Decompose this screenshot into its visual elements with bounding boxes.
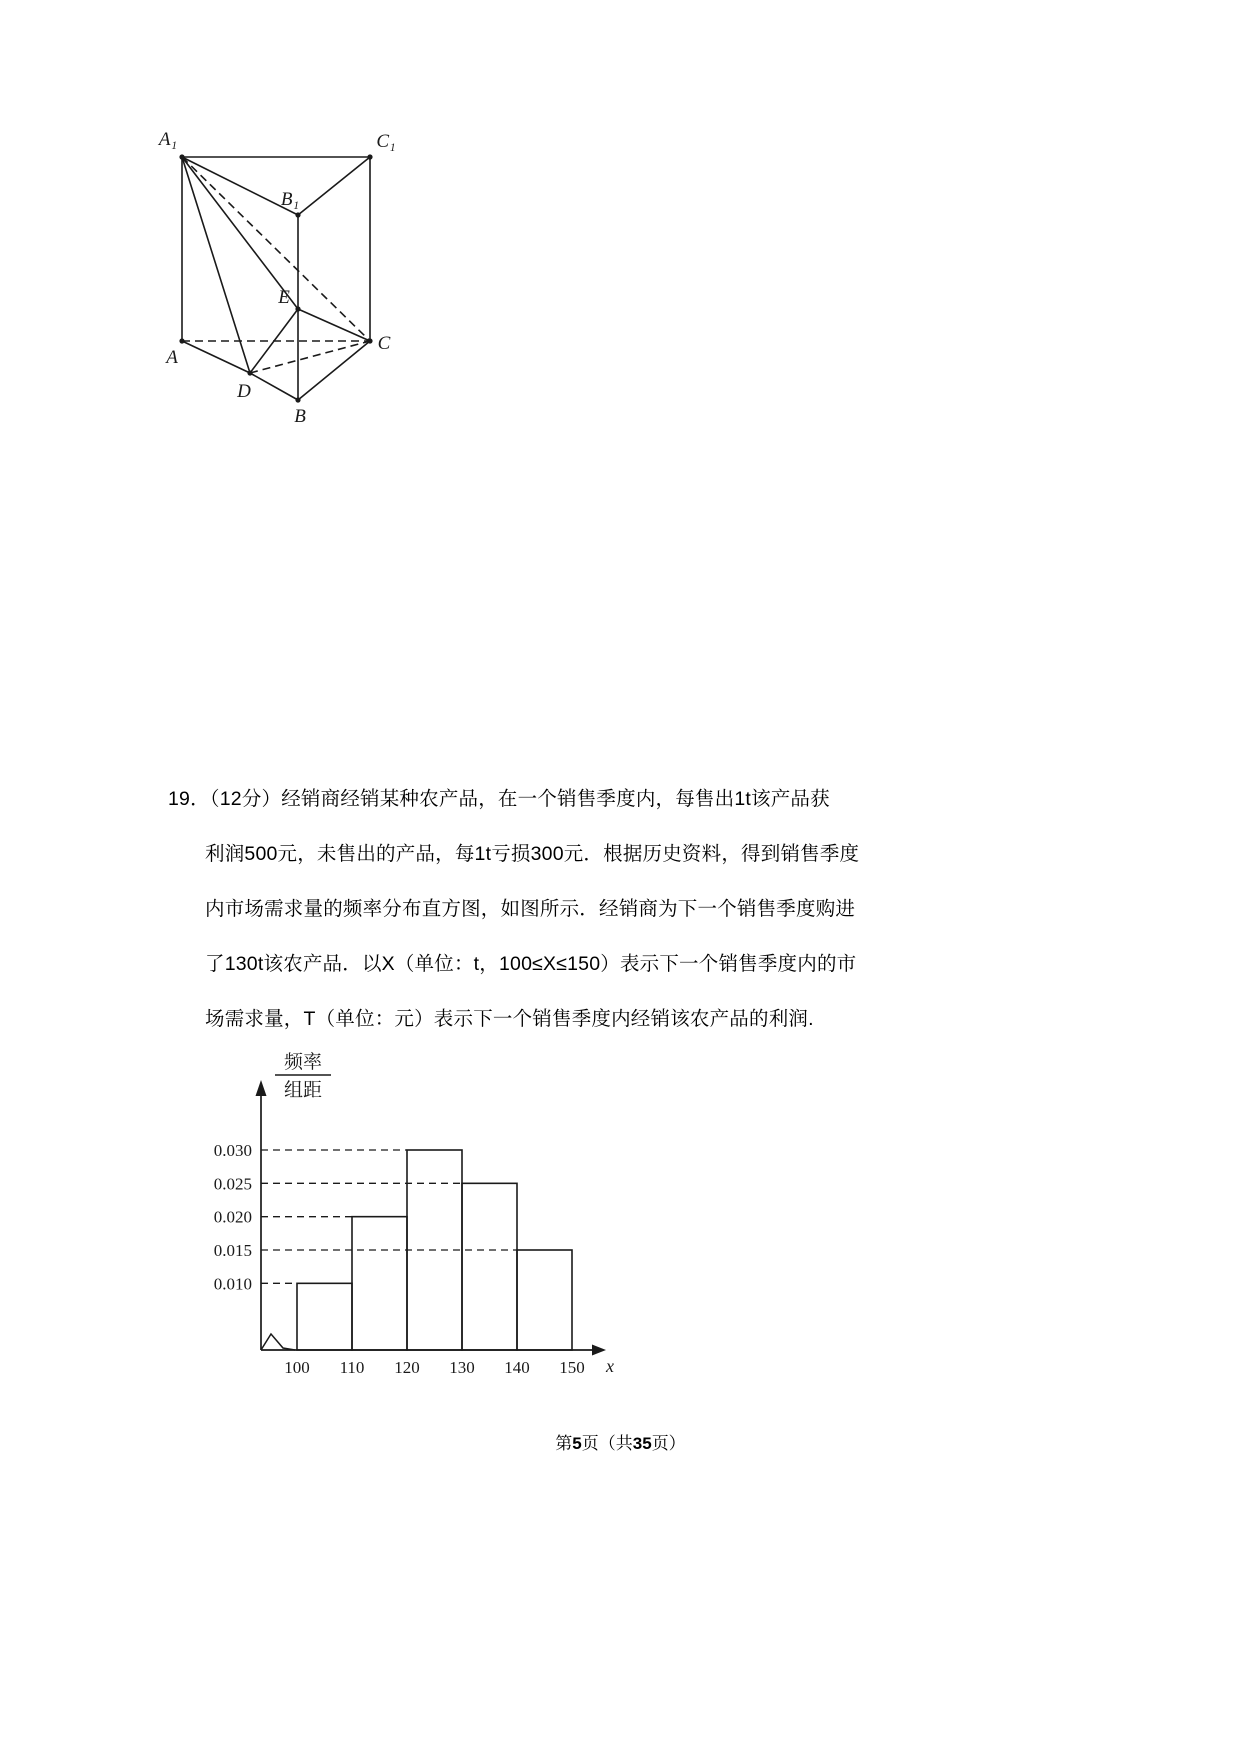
footer-page-number: 5 — [572, 1434, 582, 1453]
vertex-label-a: A — [166, 347, 178, 368]
footer-total-pages: 35 — [632, 1434, 652, 1453]
vertex-label-b: B — [294, 406, 306, 427]
vertex-dot-a1 — [179, 154, 184, 159]
y-tick-label: 0.025 — [213, 1174, 252, 1194]
vertex-label-e: E — [278, 287, 290, 308]
question-line-1: 19．（12分）经销商经销某种农产品，在一个销售季度内，每售出1t该产品获 — [168, 788, 830, 810]
histogram-bar — [352, 1217, 407, 1350]
histogram-bar — [517, 1250, 572, 1350]
geometry-figure — [150, 115, 610, 445]
y-axis-arrow — [256, 1080, 267, 1096]
page-footer — [0, 1429, 1241, 1454]
vertex-label-d: D — [237, 381, 251, 402]
y-tick-label: 0.015 — [213, 1241, 252, 1260]
vertex-dot-b1 — [295, 212, 300, 217]
edge-b-c — [298, 341, 370, 400]
x-axis-arrow — [592, 1345, 606, 1356]
vertex-label-a1: A₁ — [158, 129, 178, 150]
y-tick-label: 0.030 — [213, 1141, 252, 1160]
question-19 — [168, 772, 968, 1047]
vertex-dot-d — [247, 370, 252, 375]
vertex-dot-b — [295, 397, 300, 402]
y-axis-label — [275, 1051, 331, 1101]
vertex-label-b1: B₁ — [280, 189, 300, 210]
edge-c1-b1 — [298, 157, 370, 215]
edge-a-d — [182, 341, 250, 373]
x-tick-label: 120 — [394, 1358, 420, 1377]
histogram-bar — [462, 1183, 517, 1350]
y-tick-label: 0.020 — [213, 1207, 252, 1227]
x-tick-label: 150 — [559, 1358, 585, 1377]
axis-break-symbol — [261, 1334, 295, 1350]
svg-text:组距: 组距 — [283, 1080, 323, 1101]
x-tick-label: 140 — [504, 1358, 530, 1377]
edge-d-b — [250, 373, 298, 400]
edge-d-c-hidden — [250, 341, 370, 373]
x-tick-label: 100 — [284, 1358, 310, 1377]
x-tick-label: 110 — [339, 1358, 365, 1377]
svg-text:频率: 频率 — [283, 1052, 323, 1073]
vertex-dot-e — [295, 306, 300, 311]
question-line-5: 场需求量，T（单位：元）表示下一个销售季度内经销该农产品的利润. — [205, 1008, 814, 1030]
footer-prefix: 第 — [555, 1434, 573, 1453]
question-line-3: 内市场需求量的频率分布直方图，如图所示．经销商为下一个销售季度购进 — [205, 898, 856, 920]
y-tick-label: 0.010 — [213, 1274, 252, 1294]
vertex-dot-c1 — [367, 154, 372, 159]
vertex-label-c: C — [377, 333, 391, 354]
frequency-histogram — [175, 1040, 695, 1410]
footer-suffix: 页） — [651, 1434, 686, 1453]
edge-e-c — [298, 309, 370, 341]
vertex-label-c1: C₁ — [376, 131, 396, 152]
vertex-dot-a — [179, 338, 184, 343]
question-line-4: 了130t该农产品．以X（单位：t，100≤X≤150）表示下一个销售季度内的市 — [205, 953, 857, 975]
vertex-dot-c — [367, 338, 372, 343]
footer-middle: 页（共 — [581, 1434, 633, 1453]
x-axis-name: x — [606, 1356, 614, 1376]
histogram-bar — [297, 1283, 352, 1350]
x-tick-label: 130 — [449, 1358, 475, 1377]
question-line-2: 利润500元，未售出的产品，每1t亏损300元．根据历史资料，得到销售季度 — [205, 843, 860, 865]
